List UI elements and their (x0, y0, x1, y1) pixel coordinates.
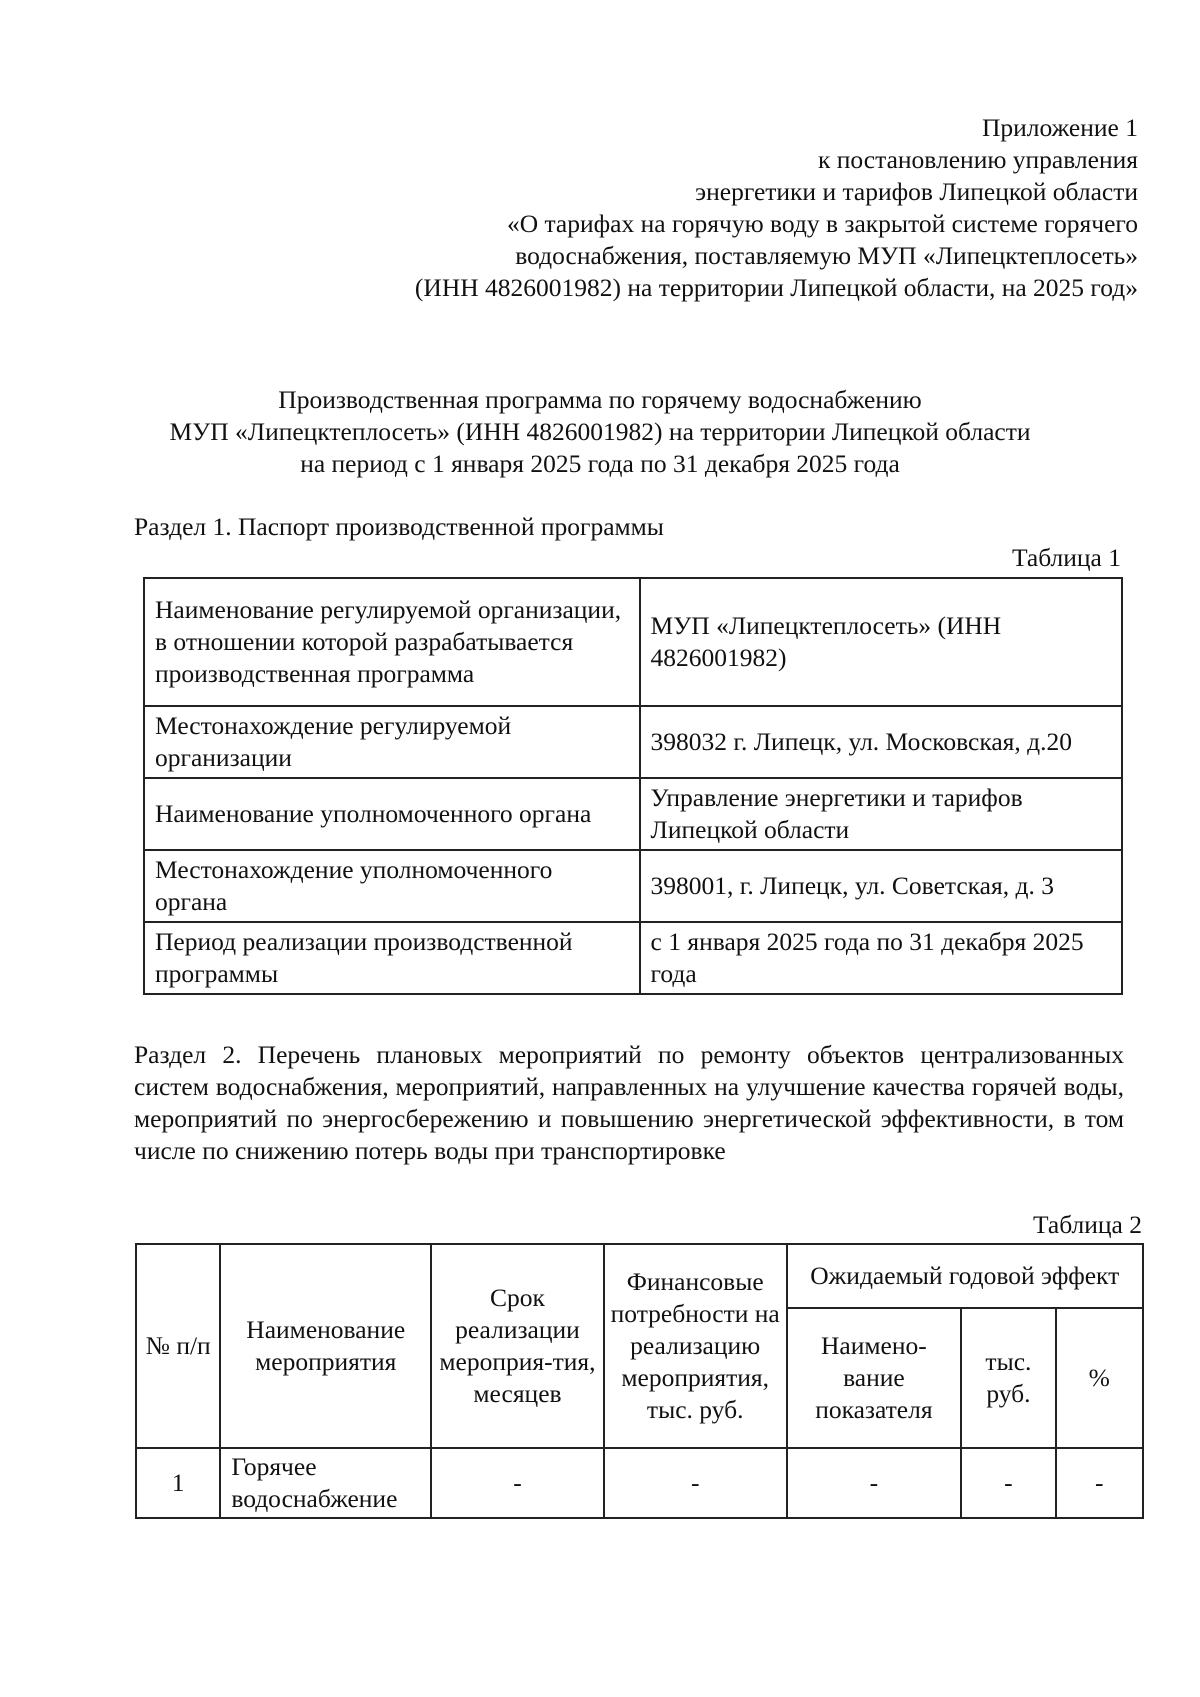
table-row (144, 578, 1122, 706)
appendix-line: к постановлению управления (818, 145, 1138, 174)
appendix-line: Приложение 1 (982, 113, 1138, 142)
passport-label: Наименование уполномоченного органа (144, 778, 640, 850)
header-percent: % (1056, 1308, 1143, 1448)
appendix-line: энергетики и тарифов Липецкой области (695, 177, 1138, 206)
passport-value: 398001, г. Липецк, ул. Советская, д. 3 (640, 850, 1122, 922)
cell-financial: - (604, 1448, 787, 1518)
table1-caption: Таблица 1 (1011, 543, 1121, 572)
header-indicator-name: Наимено-вание показателя (787, 1308, 962, 1448)
table-row (144, 922, 1122, 994)
appendix-line: водоснабжения, поставляемую МУП «Липецктеплосеть» (515, 241, 1138, 270)
cell-term: - (431, 1448, 604, 1518)
section1-heading: Раздел 1. Паспорт производственной программы (134, 512, 664, 541)
header-term: Срок реализации мероприя-тия, месяцев (431, 1244, 604, 1448)
passport-table (143, 577, 1123, 995)
table2-caption: Таблица 2 (1032, 1210, 1142, 1239)
passport-label: Местонахождение уполномоченного органа (144, 850, 640, 922)
appendix-line: (ИНН 4826001982) на территории Липецкой области, на 2025 год» (414, 273, 1138, 302)
program-title (100, 384, 1100, 480)
appendix-line: «О тарифах на горячую воду в закрытой системе горячего (506, 209, 1138, 238)
cell-indicator-name: - (787, 1448, 962, 1518)
table-row (144, 778, 1122, 850)
cell-number: 1 (136, 1448, 220, 1518)
cell-percent: - (1056, 1448, 1143, 1518)
section2-heading: Раздел 2. Перечень плановых мероприятий по ремонту объектов централизованных систем водоснабжения, мероприятий, направленных на улучшение качества горячей воды, мероприятий по энергосбережению и повышению энергетической эффективности, в том числе по снижению потерь воды при транспортировке (134, 1040, 1124, 1165)
appendix-header (300, 112, 1138, 304)
passport-label: Наименование регулируемой организации, в отношении которой разрабатывается производственная программа (144, 578, 640, 706)
passport-value: с 1 января 2025 года по 31 декабря 2025 года (640, 922, 1122, 994)
header-thousand-rub: тыс. руб. (961, 1308, 1055, 1448)
passport-value: МУП «Липецктеплосеть» (ИНН 4826001982) (640, 578, 1122, 706)
table-header-row (136, 1244, 1143, 1308)
cell-measure-name: Горячее водоснабжение (220, 1448, 431, 1518)
header-measure-name: Наименование мероприятия (220, 1244, 431, 1448)
cell-thousand-rub: - (961, 1448, 1055, 1518)
program-title-line: МУП «Липецктеплосеть» (ИНН 4826001982) на территории Липецкой области (169, 417, 1031, 446)
table-row (144, 850, 1122, 922)
passport-label: Местонахождение регулируемой организации (144, 706, 640, 778)
program-title-line: на период с 1 января 2025 года по 31 декабря 2025 года (300, 449, 900, 478)
table-row (144, 706, 1122, 778)
header-expected-effect: Ожидаемый годовой эффект (787, 1244, 1143, 1308)
measures-table (135, 1243, 1144, 1519)
header-financial: Финансовые потребности на реализацию мероприятия, тыс. руб. (604, 1244, 787, 1448)
passport-value: Управление энергетики и тарифов Липецкой области (640, 778, 1122, 850)
passport-value: 398032 г. Липецк, ул. Московская, д.20 (640, 706, 1122, 778)
header-number: № п/п (136, 1244, 220, 1448)
program-title-line: Производственная программа по горячему водоснабжению (278, 385, 922, 414)
table-row (136, 1448, 1143, 1518)
passport-label: Период реализации производственной программы (144, 922, 640, 994)
